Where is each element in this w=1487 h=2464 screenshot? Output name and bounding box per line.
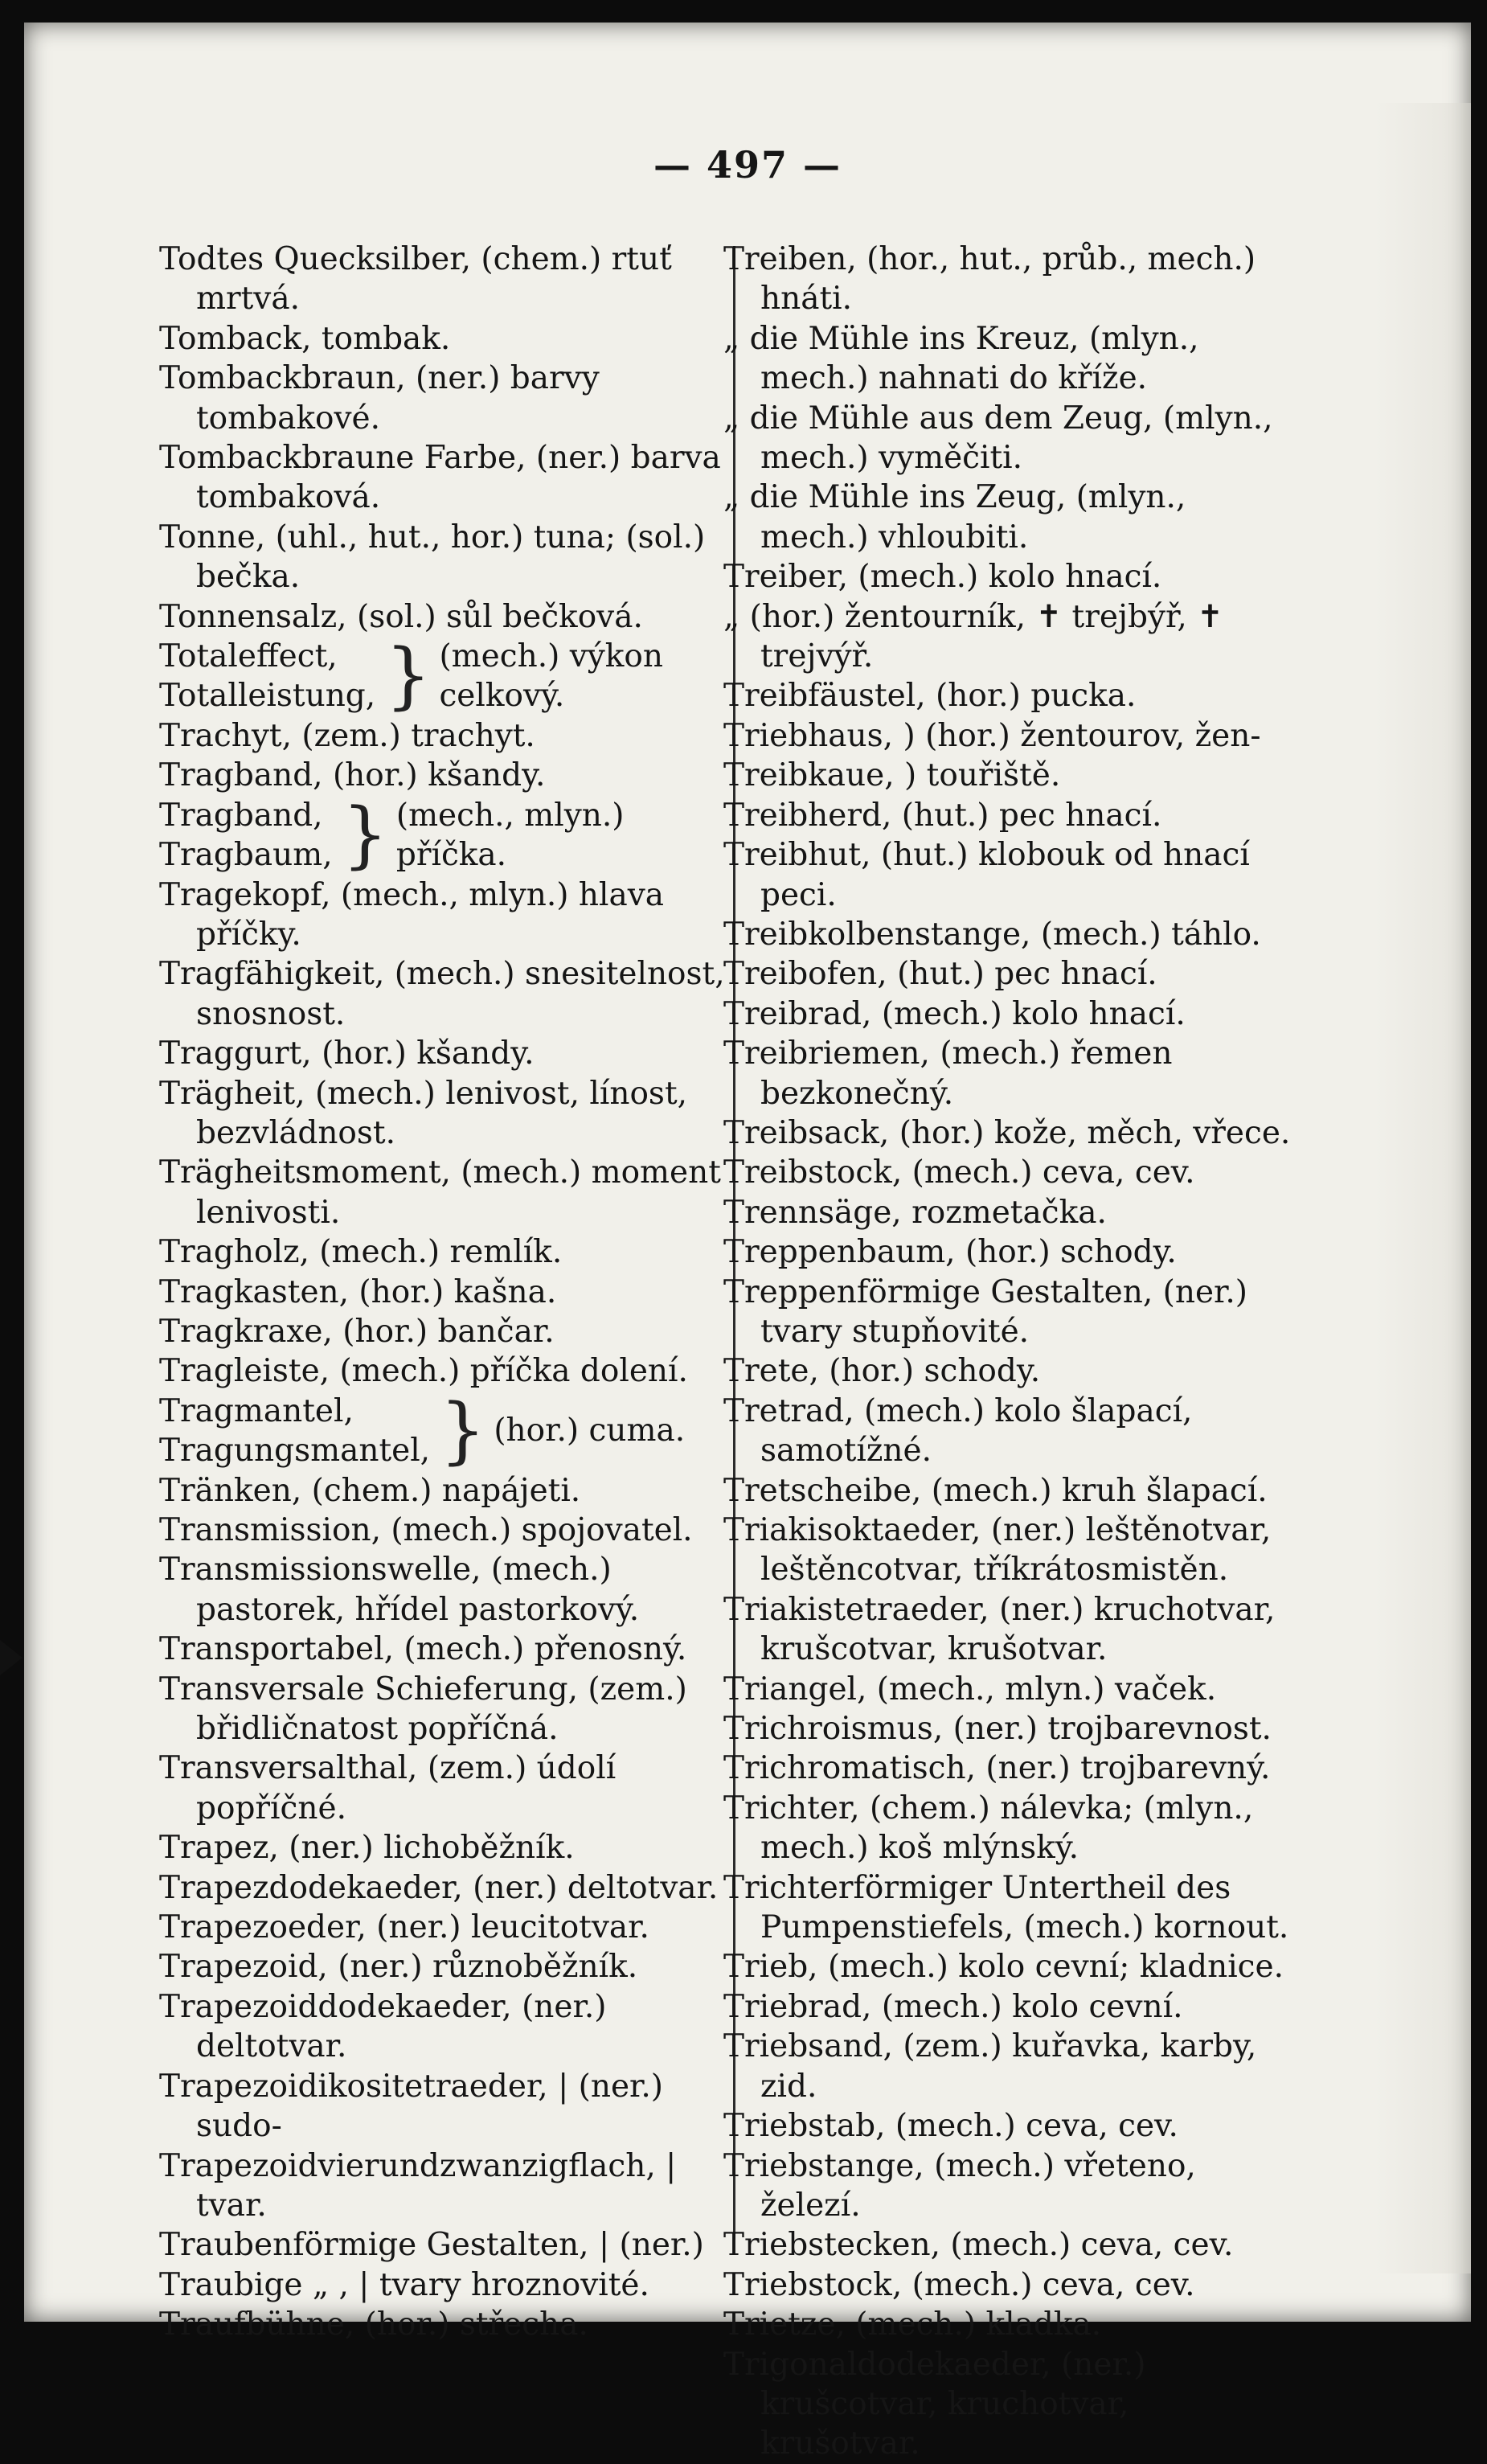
dictionary-entry: Trieb, (mech.) kolo cevní; kladnice. [723, 1949, 1284, 1986]
dictionary-entry: Transportabel, (mech.) přenosný. [159, 1631, 687, 1668]
dictionary-entry: Tonne, (uhl., hut., hor.) tuna; (sol.) bečka. [159, 519, 706, 596]
dictionary-entry: Traggurt, (hor.) kšandy. [159, 1035, 535, 1072]
dictionary-entry: Treibfäustel, (hor.) pucka. [723, 678, 1137, 715]
dictionary-entry: Trachyt, (zem.) trachyt. [159, 717, 535, 754]
entry-headword: Totalleistung, [159, 678, 376, 715]
dictionary-entry: Treppenförmige Gestalten, (ner.) tvary stupňovité. [723, 1273, 1248, 1350]
page-shading [1374, 103, 1471, 2273]
book-page [24, 23, 1471, 2462]
dictionary-entry: Tragholz, (mech.) remlík. [159, 1234, 563, 1271]
dictionary-entry: Trete, (hor.) schody. [723, 1353, 1041, 1390]
dictionary-entry: Tragband, (hor.) kšandy. [159, 757, 546, 794]
dictionary-entry: Traubenförmige Gestalten, | (ner.) [159, 2227, 704, 2264]
page-number: — 497 — [653, 143, 842, 187]
brace-icon: } [440, 1388, 486, 1474]
dictionary-entry: Treibherd, (hut.) pec hnací. [723, 797, 1162, 834]
dictionary-entry: Trapezoeder, (ner.) leucitotvar. [159, 1909, 649, 1946]
dictionary-entry: Trichromatisch, (ner.) trojbarevný. [723, 1750, 1271, 1787]
dictionary-entry: Tonnensalz, (sol.) sůl bečková. [159, 598, 643, 635]
dictionary-entry: Triakistetraeder, (ner.) kruchotvar, krušcotvar, krušotvar. [723, 1591, 1276, 1668]
dictionary-entry: Triebstab, (mech.) ceva, cev. [723, 2108, 1178, 2145]
brace-icon: } [385, 633, 432, 719]
dictionary-entry: Tombackbraun, (ner.) barvy tombakové. [159, 360, 600, 437]
entry-meaning: (mech.) výkon celkový. [439, 638, 663, 715]
dictionary-entry: Trapez, (ner.) lichoběžník. [159, 1830, 575, 1867]
dictionary-entry: „ die Mühle ins Zeug, (mlyn., mech.) vhloubiti. [723, 479, 1186, 556]
dictionary-entry: Trennsäge, rozmetačka. [723, 1194, 1107, 1231]
dictionary-entry: Transversalthal, (zem.) údolí popříčné. [159, 1750, 617, 1826]
dictionary-entry: Trapezdodekaeder, (ner.) deltotvar. [159, 1869, 719, 1906]
page-edge-marker-icon [0, 1640, 23, 1675]
dictionary-entry: Todtes Quecksilber, (chem.) rtuť mrtvá. [159, 241, 672, 318]
dictionary-entry: Trapezoid, (ner.) různoběžník. [159, 1949, 638, 1986]
dictionary-entry: Treibrad, (mech.) kolo hnací. [723, 995, 1186, 1032]
dictionary-entry: Transversale Schieferung, (zem.) břidličnatost popříčná. [159, 1671, 687, 1748]
dictionary-entry: Tragfähigkeit, (mech.) snesitelnost, snosnost. [159, 956, 725, 1032]
dictionary-entry: Treibriemen, (mech.) řemen bezkonečný. [723, 1035, 1173, 1112]
dictionary-entry: Tragkasten, (hor.) kašna. [159, 1273, 557, 1310]
dictionary-entry: Tränken, (chem.) napájeti. [159, 1472, 581, 1509]
dictionary-entry-group [159, 793, 730, 878]
entry-headword: Totaleffect, [159, 638, 338, 675]
dictionary-entry: Transmissionswelle, (mech.) pastorek, hřídel pastorkový. [159, 1552, 640, 1628]
dictionary-entry: Triebstange, (mech.) vřeteno, železí. [723, 2147, 1196, 2224]
dictionary-entry: Treibsack, (hor.) kože, měch, vřece. [723, 1114, 1291, 1151]
dictionary-entry: „ die Mühle ins Kreuz, (mlyn., mech.) nahnati do kříže. [723, 320, 1199, 397]
entry-meaning: (mech., mlyn.) příčka. [395, 797, 625, 874]
dictionary-entry: Trichroismus, (ner.) trojbarevnost. [723, 1711, 1272, 1748]
entry-headword: Tragungsmantel, [159, 1433, 431, 1470]
entry-headword: Tragbaum, [159, 837, 333, 874]
dictionary-entry: Triakisoktaeder, (ner.) leštěnotvar, leštěncotvar, tříkrátosmistěn. [723, 1512, 1272, 1589]
dictionary-entry: Treppenbaum, (hor.) schody. [723, 1234, 1177, 1271]
dictionary-entry: Tragkraxe, (hor.) bančar. [159, 1313, 555, 1350]
dictionary-entry: Triebstecken, (mech.) ceva, cev. [723, 2227, 1234, 2264]
dictionary-entry: Tragleiste, (mech.) příčka dolení. [159, 1353, 688, 1390]
dictionary-entry: Trapezoidvierundzwanzigflach, | tvar. [159, 2147, 677, 2224]
dictionary-entry: Treibkolbenstange, (mech.) táhlo. [723, 916, 1261, 953]
dictionary-entry: Tragekopf, (mech., mlyn.) hlava příčky. [159, 876, 665, 953]
dictionary-entry: Trägheitsmoment, (mech.) moment lenivosti. [159, 1154, 721, 1231]
dictionary-entry: Transmission, (mech.) spojovatel. [159, 1512, 693, 1548]
entry-headwords [159, 796, 333, 875]
dictionary-entry: Triebstock, (mech.) ceva, cev. [723, 2266, 1195, 2303]
left-column [159, 240, 730, 2345]
dictionary-entry: Triebrad, (mech.) kolo cevní. [723, 1988, 1183, 2025]
brace-icon: } [342, 793, 388, 878]
dictionary-entry: Treibhut, (hut.) klobouk od hnací peci. [723, 837, 1250, 913]
dictionary-entry: Trapezoiddodekaeder, (ner.) deltotvar. [159, 1988, 607, 2065]
dictionary-entry: Traubige „ , | tvary hroznovité. [159, 2266, 649, 2303]
entry-headword: Tragmantel, [159, 1392, 354, 1429]
dictionary-entry: Tretrad, (mech.) kolo šlapací, samotížné. [723, 1392, 1193, 1470]
dictionary-entry: Triangel, (mech., mlyn.) vaček. [723, 1671, 1217, 1708]
dictionary-entry: Trapezoidikositetraeder, | (ner.) sudo- [159, 2068, 664, 2145]
dictionary-entry: Trigonaldodekaeder, (ner.) krušcotvar, kruchotvar, krušotvar. [723, 2346, 1146, 2462]
dictionary-entry-group [159, 633, 730, 719]
dictionary-entry: Trichter, (chem.) nálevka; (mlyn., mech.) koš mlýnský. [723, 1790, 1254, 1867]
dictionary-entry: Traufbühne, (hor.) střecha. [159, 2306, 588, 2343]
entry-headwords [159, 1392, 430, 1471]
dictionary-entry: Treibkaue, ) touřiště. [723, 757, 1061, 794]
dictionary-entry: Treiben, (hor., hut., průb., mech.) hnáti. [723, 241, 1256, 318]
dictionary-entry: Treiber, (mech.) kolo hnací. [723, 559, 1162, 596]
dictionary-entry: „ (hor.) žentourník, ✝ trejbýř, ✝ trejvýř. [723, 598, 1223, 675]
right-column [723, 240, 1294, 2464]
dictionary-entry: Triebhaus, ) (hor.) žentourov, žen- [723, 717, 1261, 754]
dictionary-entry: Trichterförmiger Untertheil des Pumpenstiefels, (mech.) kornout. [723, 1869, 1289, 1946]
dictionary-entry: Tombackbraune Farbe, (ner.) barva tombaková. [159, 440, 721, 516]
entry-headword: Tragband, [159, 797, 323, 834]
dictionary-entry: Treibstock, (mech.) ceva, cev. [723, 1154, 1195, 1191]
dictionary-entry: Trägheit, (mech.) lenivost, línost, bezvládnost. [159, 1075, 688, 1151]
dictionary-entry: Trietze, (mech.) kladka. [723, 2306, 1102, 2343]
dictionary-entry: Tomback, tombak. [159, 320, 451, 357]
entry-meaning: (hor.) cuma. [494, 1412, 686, 1449]
dictionary-entry: Triebsand, (zem.) kuřavka, karby, zid. [723, 2028, 1257, 2105]
entry-headwords [159, 637, 375, 716]
dictionary-entry: Treibofen, (hut.) pec hnací. [723, 956, 1157, 993]
dictionary-entry-group [159, 1388, 730, 1474]
dictionary-entry: Tretscheibe, (mech.) kruh šlapací. [723, 1472, 1268, 1509]
dictionary-entry: „ die Mühle aus dem Zeug, (mlyn., mech.) vyměčiti. [723, 400, 1273, 477]
